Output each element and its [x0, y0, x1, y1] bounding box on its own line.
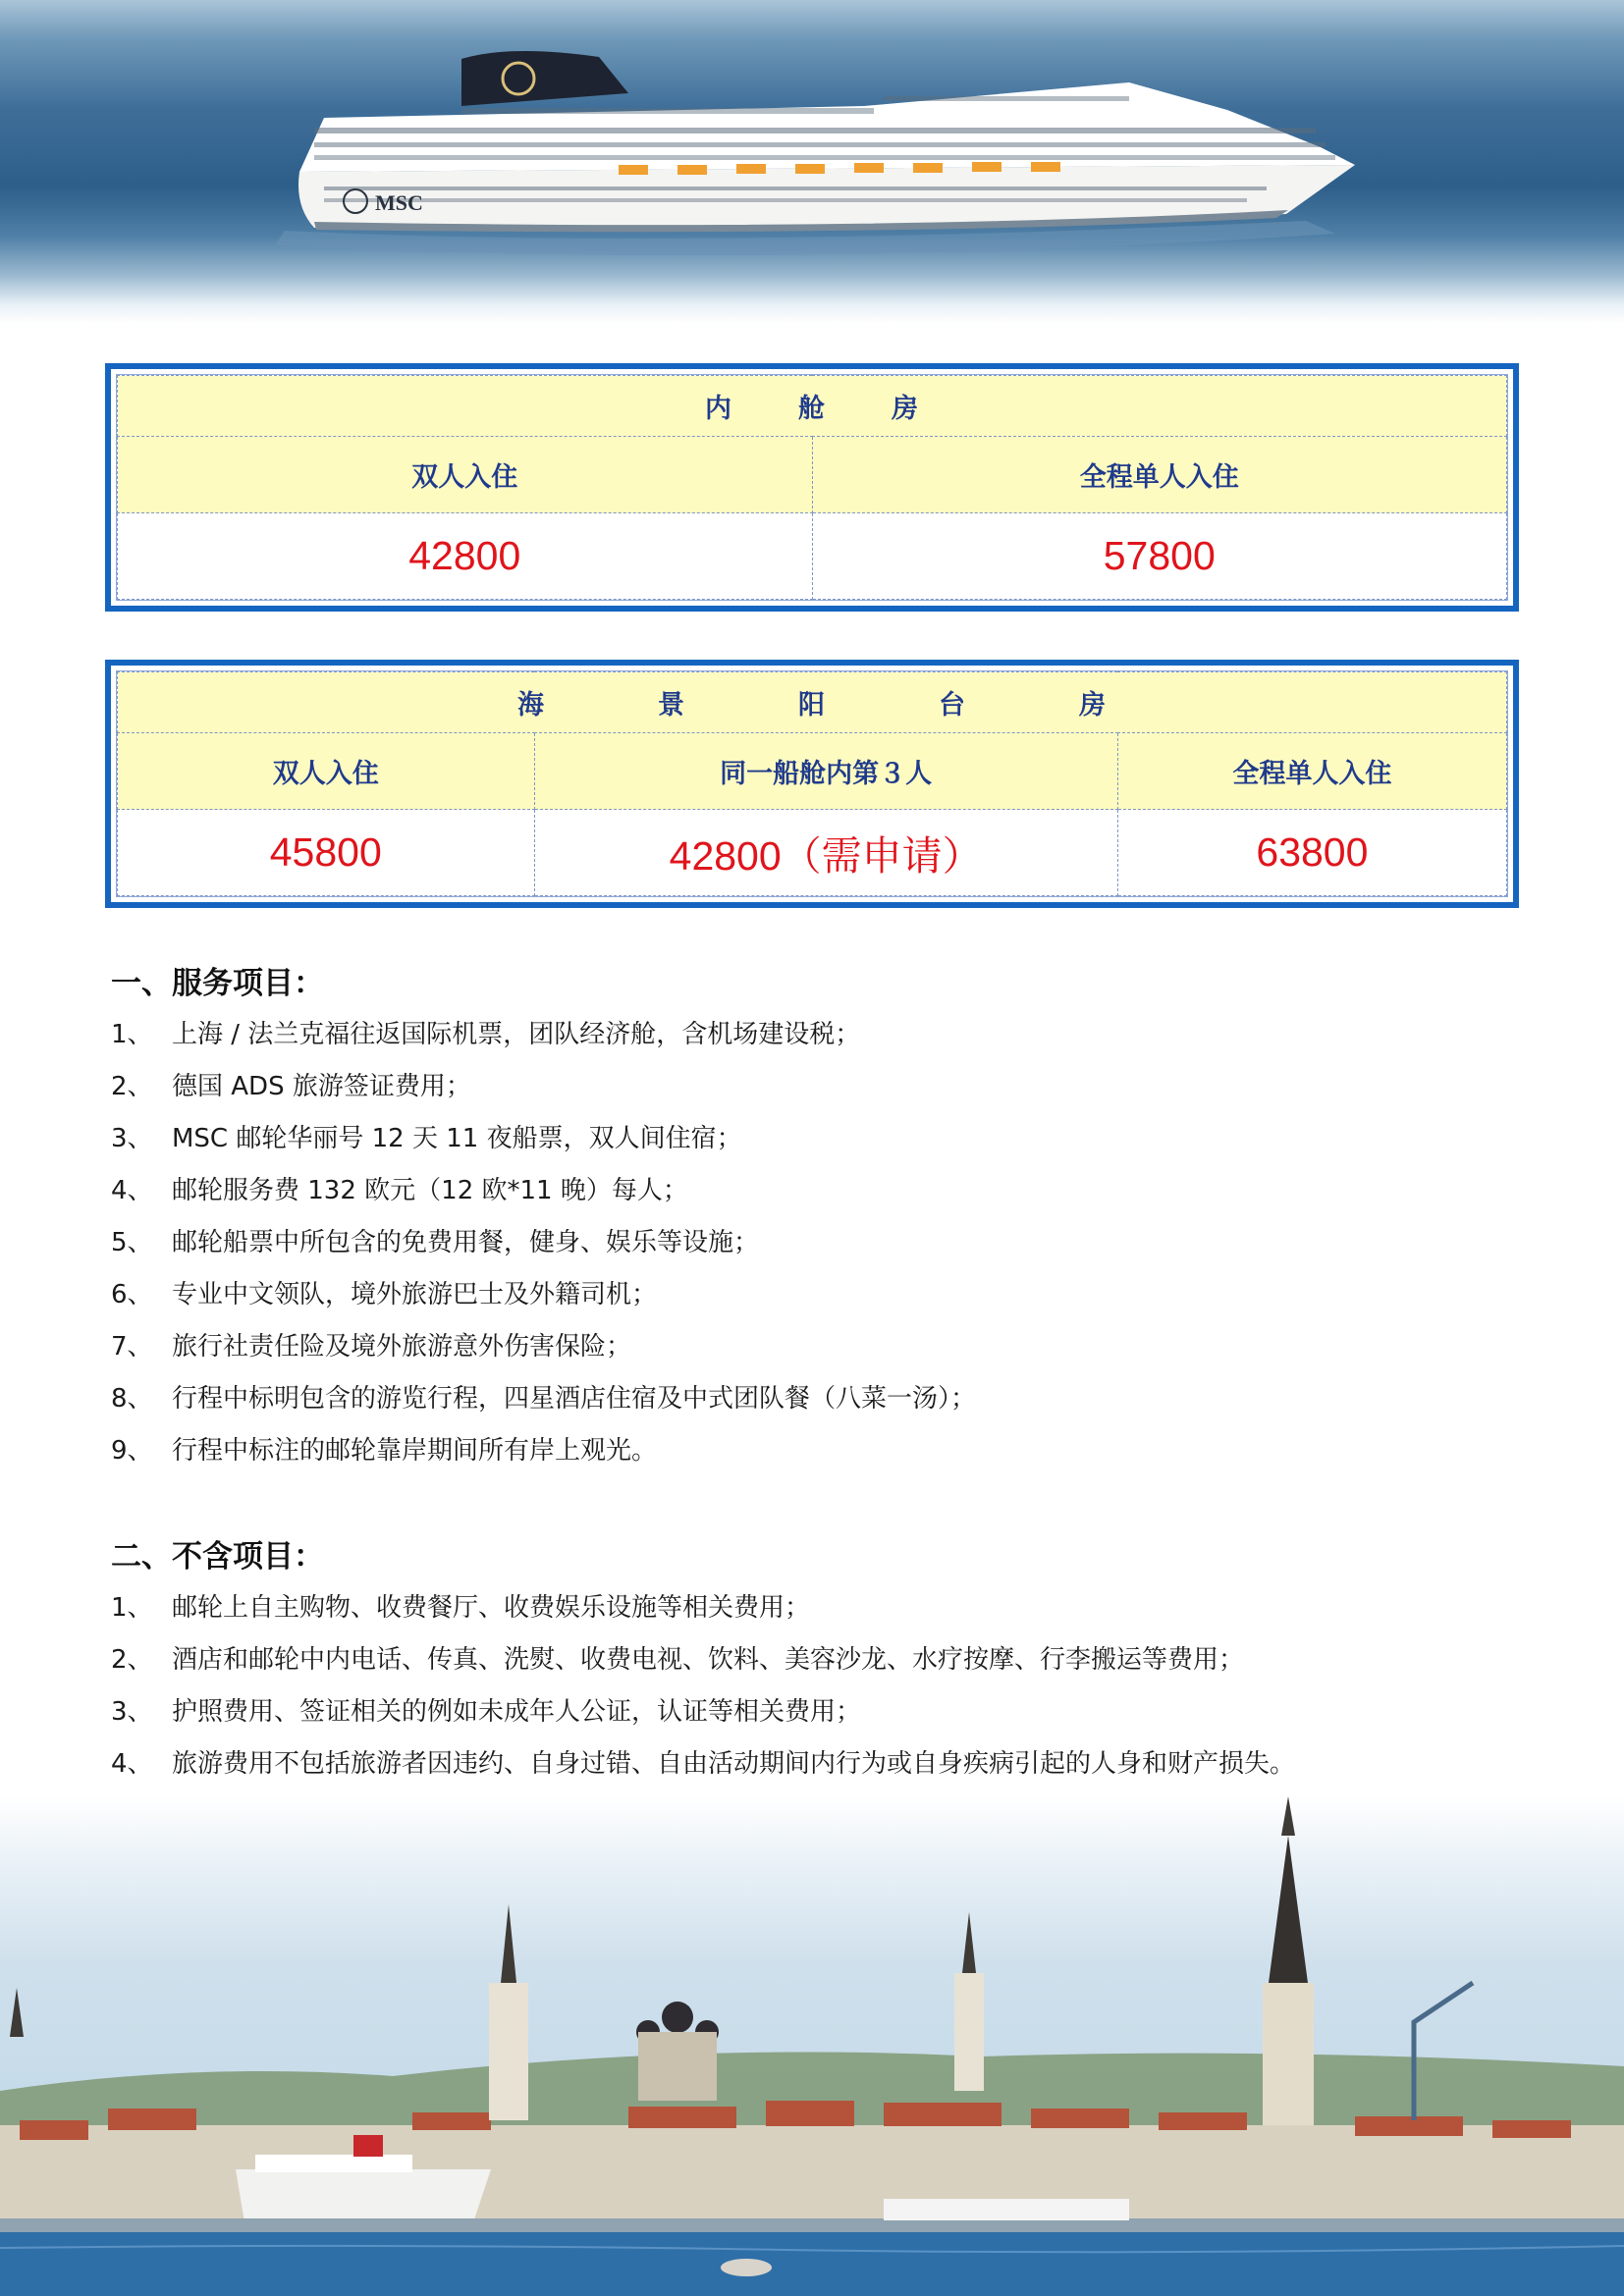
list-item: 8、 行程中标明包含的游览行程，四星酒店住宿及中式团队餐（八菜一汤）；: [111, 1384, 977, 1414]
inner-cabin-table: [105, 363, 1519, 612]
inner-single-occupancy-price: 57800: [812, 513, 1507, 600]
list-item: 4、 旅游费用不包括旅游者因违约、自身过错、自由活动期间内行为或自身疾病引起的人身和财产损失。: [111, 1749, 1296, 1779]
list-item: 4、 邮轮服务费 132 欧元（12 欧*11 晚）每人；: [111, 1176, 688, 1205]
exclusions-section: [111, 1531, 1525, 1790]
inner-cabin-title: 内舱房: [118, 376, 1507, 437]
tallinn-skyline-image: [0, 1796, 1624, 2296]
cruise-ship-illustration: [0, 0, 1624, 324]
list-item: 2、 德国 ADS 旅游签证费用；: [111, 1072, 471, 1101]
services-section: [111, 958, 1525, 1477]
balcony-single-occupancy-price: 63800: [1117, 810, 1506, 896]
balcony-cabin-table: [105, 660, 1519, 908]
list-item: 2、 酒店和邮轮中内电话、传真、洗熨、收费电视、饮料、美容沙龙、水疗按摩、行李搬运等费用；: [111, 1645, 1245, 1675]
balcony-third-person-cell: [534, 810, 1117, 896]
list-item: 1、 上海 / 法兰克福往返国际机票，团队经济舱，含机场建设税；: [111, 1020, 861, 1049]
inner-double-occupancy-price: 42800: [118, 513, 813, 600]
inner-double-occupancy-header: 双人入住: [118, 437, 813, 513]
balcony-double-occupancy-price: 45800: [118, 810, 535, 896]
list-item: 7、 旅行社责任险及境外旅游意外伤害保险；: [111, 1332, 632, 1362]
list-item: 9、 行程中标注的邮轮靠岸期间所有岸上观光。: [111, 1436, 658, 1466]
city-skyline-illustration: [0, 1796, 1624, 2296]
list-item: 5、 邮轮船票中所包含的免费用餐，健身、娱乐等设施；: [111, 1228, 760, 1257]
balcony-third-person-price: 42800: [669, 833, 782, 879]
hero-ship-image: [0, 0, 1624, 324]
balcony-cabin-title: 海景阳台房: [118, 672, 1507, 733]
inner-single-occupancy-header: 全程单人入住: [812, 437, 1507, 513]
list-item: 3、 护照费用、签证相关的例如未成年人公证，认证等相关费用；: [111, 1697, 862, 1727]
ship-logo-text: MSC: [375, 190, 423, 215]
balcony-double-occupancy-header: 双人入住: [118, 733, 535, 810]
on-request-note: （需申请）: [781, 832, 983, 880]
list-item: 1、 邮轮上自主购物、收费餐厅、收费娱乐设施等相关费用；: [111, 1593, 811, 1623]
list-item: 3、 MSC 邮轮华丽号 12 天 11 夜船票，双人间住宿；: [111, 1124, 742, 1153]
balcony-single-occupancy-header: 全程单人入住: [1117, 733, 1506, 810]
services-heading: 一、服务项目：: [111, 966, 324, 1001]
balcony-third-person-header: 同一船舱内第３人: [534, 733, 1117, 810]
exclusions-heading: 二、不含项目：: [111, 1539, 324, 1575]
list-item: 6、 专业中文领队，境外旅游巴士及外籍司机；: [111, 1280, 658, 1309]
